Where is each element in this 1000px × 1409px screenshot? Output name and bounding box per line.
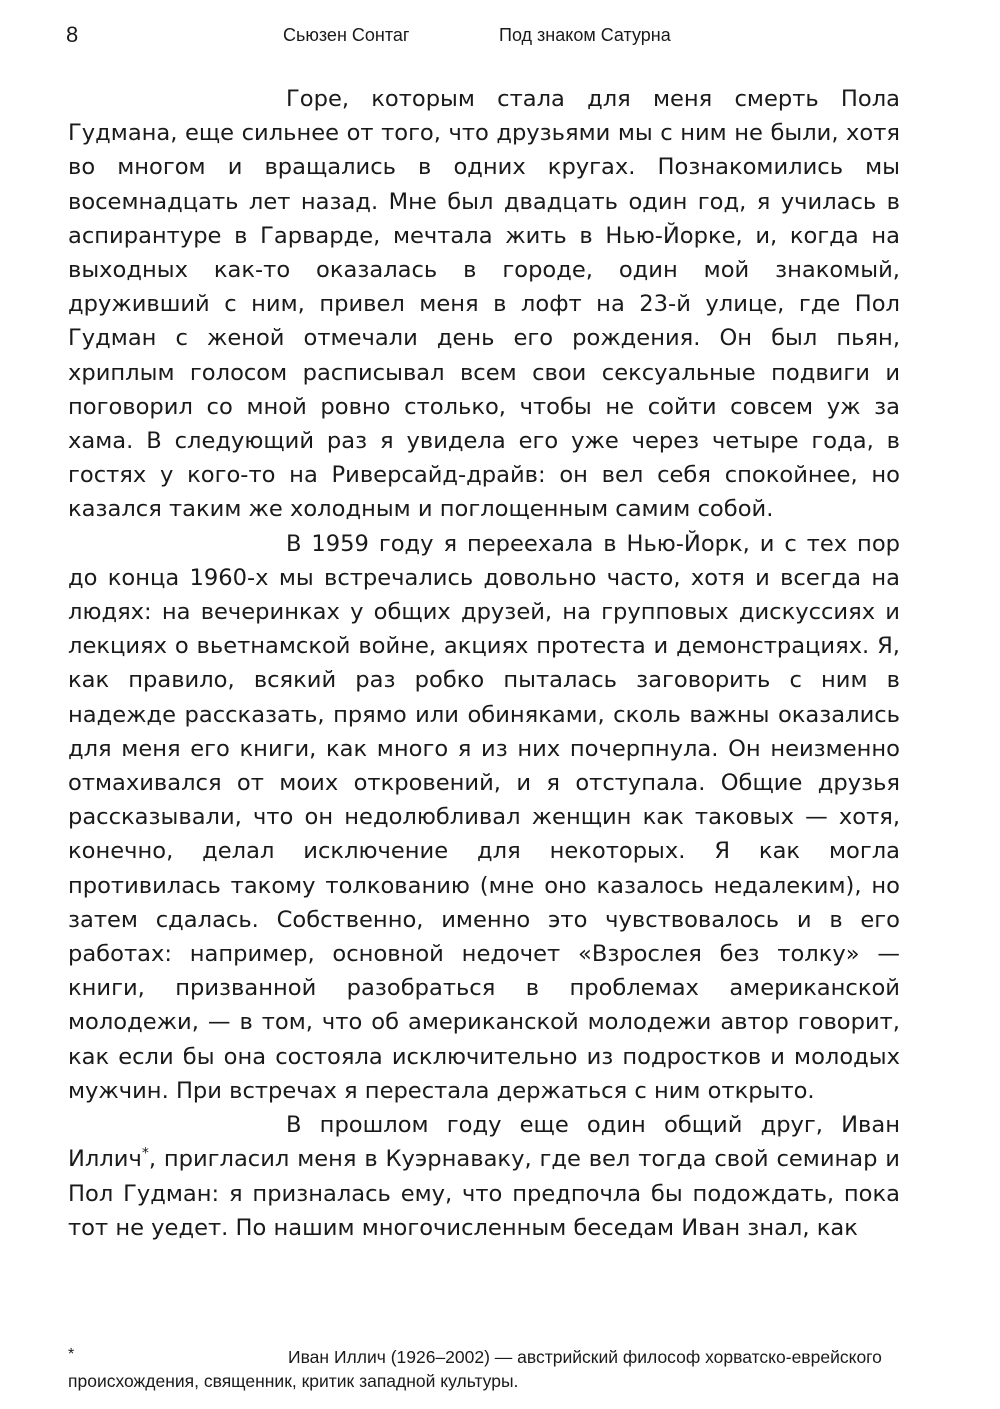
- footnote: [68, 1345, 900, 1393]
- paragraph-3-start: В прошлом году еще один общий друг, Иван Иллич: [68, 1112, 900, 1173]
- main-text: [68, 82, 900, 1245]
- footnote-reference-mark: *: [141, 1145, 149, 1162]
- paragraph-3-rest: , пригласил меня в Куэрнаваку, где вел тогда свой семинар и Пол Гудман: я призналась ему, что предпочла бы подождать, пока тот не уедет. По нашим многочисленным беседам Иван знал, как: [68, 1146, 900, 1241]
- running-header-title: Под знаком Сатурна: [499, 25, 671, 45]
- paragraph-3: [68, 1108, 900, 1245]
- paragraph-2: В 1959 году я переехала в Нью-Йорк, и с тех пор до конца 1960-х мы встречались довольно часто, хотя и всегда на людях: на вечеринках у общих друзей, на групповых дискуссиях и лекциях о вьетнамской войне, акциях протеста и демонстрациях. Я, как правило, всякий раз робко пыталась заговорить с ним в надежде рассказать, прямо или обиняками, сколь важны оказались для меня его книги, как много я из них почерпнула. Он неизменно отмахивался от моих откровений, и я отступала. Общие друзья рассказывали, что он недолюбливал женщин как таковых — хотя, конечно, делал исключение для некоторых. Я как могла противилась такому толкованию (мне оно казалось недалеким), но затем сдалась. Собственно, именно это чувствовалось и в его работах: например, основной недочет «Взрослея без толку» — книги, призванной разобраться в проблемах американской молодежи, — в том, что об американской молодежи автор говорит, как если бы она состояла исключительно из подростков и молодых мужчин. При встречах я перестала держаться с ним открыто.: [68, 530, 900, 1104]
- footnote-mark: *: [68, 1346, 75, 1363]
- paragraph-1: Горе, которым стала для меня смерть Пола Гудмана, еще сильнее от того, что друзьями мы с ним не были, хотя во многом и вращались в одних кругах. Познакомились мы восемнадцать лет назад. Мне был двадцать один год, я училась в аспирантуре в Гарварде, мечтала жить в Нью-Йорке, и, когда на выходных как-то оказалась в городе, один мой знакомый, друживший с ним, привел меня в лофт на 23-й улице, где Пол Гудман с женой отмечали день его рождения. Он был пьян, хриплым голосом расписывал всем свои сексуальные подвиги и поговорил со мной ровно столько, чтобы не сойти совсем уж за хама. В следующий раз я увидела его уже через четыре года, в гостях у кого-то на Риверсайд-драйв: он вел себя спокойнее, но казался таким же холодным и поглощенным самим собой.: [68, 86, 900, 523]
- running-header-author: Сьюзен Сонтаг: [283, 25, 410, 45]
- running-header: [0, 22, 1000, 52]
- footnote-text: Иван Иллич (1926–2002) — австрийский философ хорватско-еврейского происхождения, священник, критик западной культуры.: [68, 1347, 882, 1391]
- page-number: 8: [66, 22, 79, 47]
